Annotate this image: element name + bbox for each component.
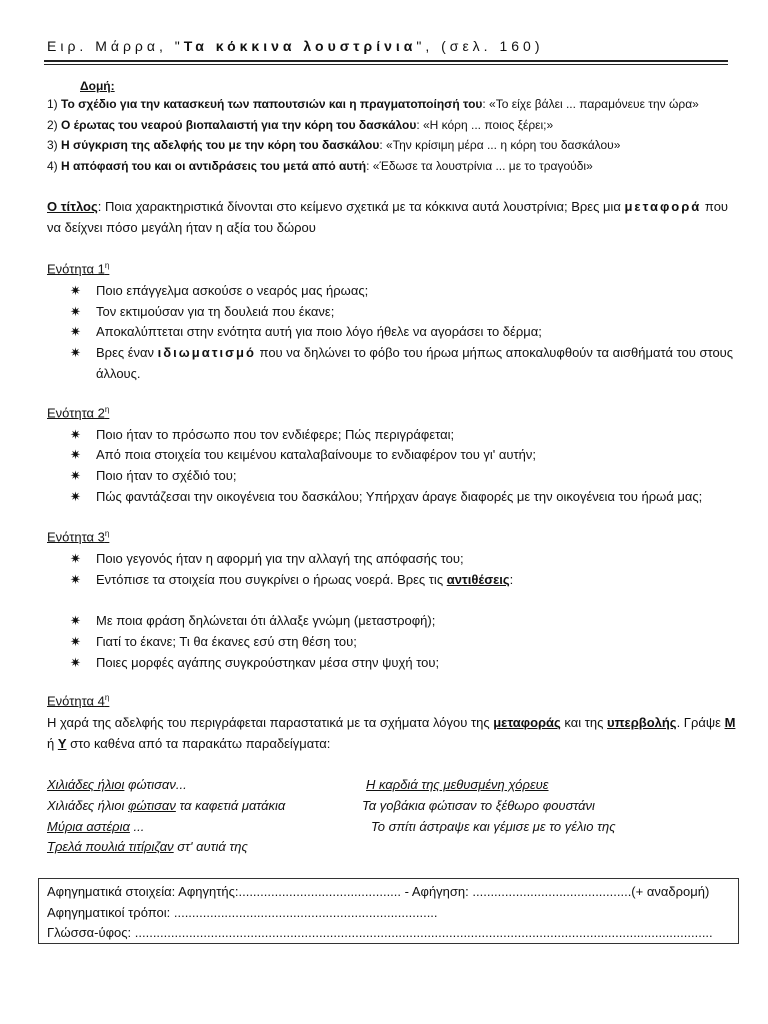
box-line-2: Αφηγηματικοί τρόποι: ......................................................................... [47, 905, 438, 920]
unit2-q2: Από ποια στοιχεία του κειμένου καταλαβαίνουμε το ενδιαφέρον του γι' αυτήν; [96, 447, 537, 462]
example-left-1: Χιλιάδες ήλιοι φώτισαν... [47, 777, 187, 792]
structure-item-4: 4) Η απόφασή του και οι αντιδράσεις του μετά από αυτή: «Έδωσε τα λουστρίνια ... με το τραγούδι» [47, 159, 593, 173]
bullet-icon: ✷ [70, 427, 81, 442]
structure-item-2: 2) Ο έρωτας του νεαρού βιοπαλαιστή για την κόρη του δασκάλου: «Η κόρη ... ποιος ξέρει;» [47, 118, 554, 132]
unit3-q2: Εντόπισε τα στοιχεία που συγκρίνει ο ήρωας νοερά. Βρες τις αντιθέσεις: [96, 572, 514, 587]
unit1-q1: Ποιο επάγγελμα ασκούσε ο νεαρός μας ήρωας; [96, 283, 369, 298]
unit3-q1: Ποιο γεγονός ήταν η αφορμή για την αλλαγή της απόφασής του; [96, 551, 464, 566]
header-prefix: Ειρ. Μάρρα, " [47, 38, 184, 54]
box-line-1: Αφηγηματικά στοιχεία: Αφηγητής:............................................. - Αφήγηση: ............................................(+ αναδρομή) [47, 884, 710, 899]
bullet-icon: ✷ [70, 613, 81, 628]
header-rule-thick [44, 60, 728, 62]
page-header [47, 38, 725, 54]
bullet-icon: ✷ [70, 447, 81, 462]
title-question-line2: να δείχνει πόσο μεγάλη ήταν η αξία του δώρου [47, 220, 316, 235]
unit2-q1: Ποιο ήταν το πρόσωπο που τον ενδιέφερε; Πώς περιγράφεται; [96, 427, 455, 442]
structure-label: Δομή: [80, 79, 115, 93]
unit4-heading: Ενότητα $4^\eta$ [47, 693, 110, 709]
unit1-q3: Αποκαλύπτεται στην ενότητα αυτή για ποιο λόγο ήθελε να αγοράσει το δέρμα; [96, 324, 542, 339]
unit4-text: Η χαρά της αδελφής του περιγράφεται παραστατικά με τα σχήματα λόγου της μεταφοράς και της υπερβολής. Γράψε Μ [47, 715, 736, 730]
title-question: Ο τίτλος: Ποια χαρακτηριστικά δίνονται στο κείμενο σχετικά με τα κόκκινα αυτά λουστρίνια; Βρες μια μεταφορά που [47, 199, 729, 214]
example-right-2: Τα γοβάκια φώτισαν το ξέθωρο φουστάνι [362, 798, 595, 813]
unit3-q4: Γιατί το έκανε; Τι θα έκανες εσύ στη θέση του; [96, 634, 357, 649]
bullet-icon: ✷ [70, 551, 81, 566]
unit2-q4: Πώς φαντάζεσαι την οικογένεια του δασκάλου; Υπήρχαν άραγε διαφορές με την οικογένεια του ήρωά μας; [96, 489, 703, 504]
example-right-1: Η καρδιά της μεθυσμένη χόρευε [366, 777, 549, 792]
bullet-icon: ✷ [70, 324, 81, 339]
unit3-q5: Ποιες μορφές αγάπης συγκρούστηκαν μέσα στην ψυχή του; [96, 655, 440, 670]
unit2-heading: Ενότητα $2^\eta$ [47, 405, 110, 421]
bullet-icon: ✷ [70, 304, 81, 319]
unit3-q3: Με ποια φράση δηλώνεται ότι άλλαξε γνώμη (μεταστροφή); [96, 613, 436, 628]
bullet-icon: ✷ [70, 468, 81, 483]
example-left-3: Μύρια αστέρια ... [47, 819, 145, 834]
unit1-q2: Τον εκτιμούσαν για τη δουλειά που έκανε; [96, 304, 335, 319]
bullet-icon: ✷ [70, 283, 81, 298]
bullet-icon: ✷ [70, 634, 81, 649]
header-rule-thin [44, 64, 728, 65]
example-left-2: Χιλιάδες ήλιοι φώτισαν τα καφετιά ματάκια [47, 798, 286, 813]
structure-item-1: 1) Το σχέδιο για την κατασκευή των παπουτσιών και η πραγματοποίησή του: «Το είχε βάλει ... παραμόνευε την ώρα» [47, 97, 699, 111]
bullet-icon: ✷ [70, 655, 81, 670]
structure-item-3: 3) Η σύγκριση της αδελφής του με την κόρη του δασκάλου: «Την κρίσιμη μέρα ... η κόρη του δασκάλου» [47, 138, 621, 152]
unit1-q4: Βρες έναν ιδιωματισμό που να δηλώνει το φόβο του ήρωα μήπως αποκαλυφθούν τα αισθήματά του στους [96, 345, 734, 360]
example-left-4: Τρελά πουλιά τιτίριζαν στ' αυτιά της [47, 839, 248, 854]
bullet-icon: ✷ [70, 572, 81, 587]
bullet-icon: ✷ [70, 489, 81, 504]
unit4-text-line2: ή Υ στο καθένα από τα παρακάτω παραδείγματα: [47, 736, 331, 751]
header-suffix: ", (σελ. 160) [416, 38, 544, 54]
unit3-heading: Ενότητα $3^\eta$ [47, 529, 110, 545]
header-title: Τα κόκκινα λουστρίνια [183, 38, 417, 54]
example-right-3: Το σπίτι άστραψε και γέμισε με το γέλιο της [371, 819, 616, 834]
unit1-q4-line2: άλλους. [96, 366, 141, 381]
unit1-heading: Ενότητα $1^\eta$ [47, 261, 110, 277]
box-line-3: Γλώσσα-ύφος: ................................................................................................................................................................ [47, 925, 713, 940]
bullet-icon: ✷ [70, 345, 81, 360]
unit2-q3: Ποιο ήταν το σχέδιό του; [96, 468, 237, 483]
